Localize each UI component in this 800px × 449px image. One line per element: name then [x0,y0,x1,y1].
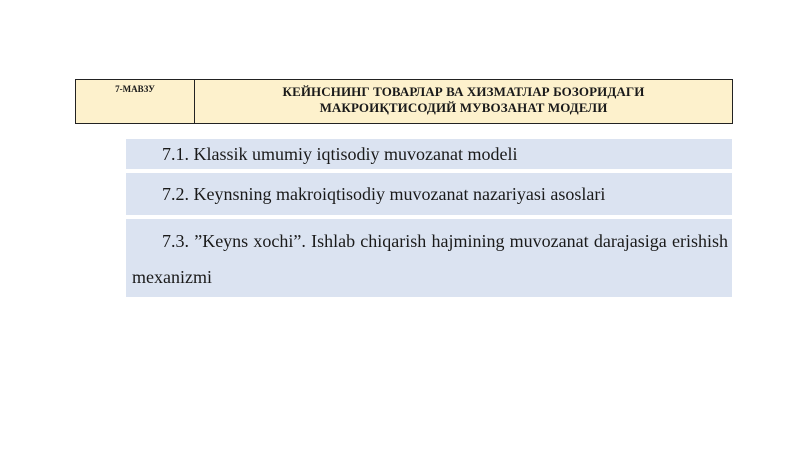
topic-number-label: 7-МАВЗУ [76,80,195,123]
subtopic-item-2: 7.2. Keynsning makroiqtisodiy muvozanat nazariyasi asoslari [126,173,732,215]
subtopic-item-3: 7.3. ”Keyns xochi”. Ishlab chiqarish hajmining muvozanat darajasiga erishish mexanizmi [126,219,732,297]
subtopic-item-1: 7.1. Klassik umumiy iqtisodiy muvozanat modeli [126,139,732,169]
subtopic-list [126,139,732,301]
topic-title-line-1: КЕЙНСНИНГ ТОВАРЛАР ВА ХИЗМАТЛАР БОЗОРИДАГИ [282,84,645,99]
topic-title [195,80,732,123]
topic-header-table [75,79,733,124]
topic-title-line-2: МАКРОИҚТИСОДИЙ МУВОЗАНАТ МОДЕЛИ [319,100,608,115]
